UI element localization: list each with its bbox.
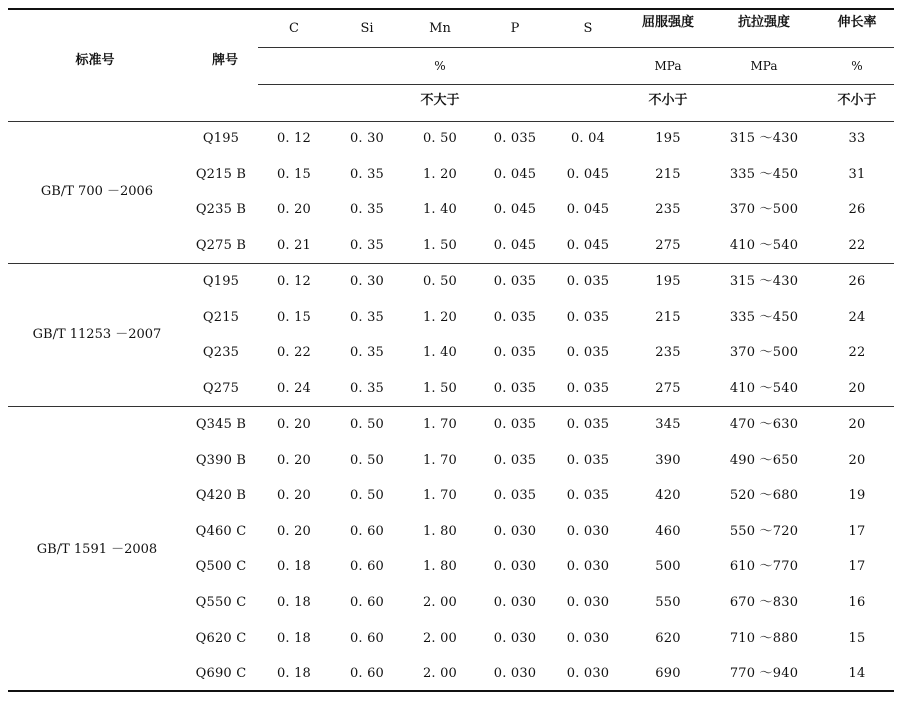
cell-tensile: 710 ～880 — [729, 631, 799, 646]
cell-yield: 215 — [655, 310, 681, 325]
cell-Si: 0. 35 — [349, 310, 385, 325]
cell-elong: 16 — [848, 595, 866, 610]
cell-C: 0. 18 — [276, 559, 312, 574]
cell-tensile: 770 ～940 — [729, 666, 799, 681]
cell-elong: 22 — [848, 345, 866, 360]
cell-S: 0. 035 — [566, 310, 610, 325]
cell-Mn: 1. 50 — [422, 381, 458, 396]
header-yield: 屈服强度 — [641, 15, 694, 30]
cell-grade: Q620 C — [195, 631, 247, 646]
cell-grade: Q195 — [202, 131, 240, 146]
cell-Si: 0. 60 — [349, 524, 385, 539]
cell-S: 0. 035 — [566, 345, 610, 360]
cell-elong: 26 — [848, 274, 866, 289]
cell-tensile: 470 ～630 — [729, 417, 799, 432]
header-elongation: 伸长率 — [837, 15, 877, 30]
cell-S: 0. 030 — [566, 595, 610, 610]
cell-Mn: 1. 80 — [422, 524, 458, 539]
cell-P: 0. 045 — [493, 202, 537, 217]
cell-C: 0. 15 — [276, 310, 312, 325]
cell-yield: 345 — [655, 417, 681, 432]
cell-yield: 460 — [655, 524, 681, 539]
cell-Si: 0. 60 — [349, 595, 385, 610]
limit-composition: 不大于 — [420, 93, 460, 108]
cell-elong: 22 — [848, 238, 866, 253]
cell-Si: 0. 50 — [349, 453, 385, 468]
header-Si: Si — [360, 21, 374, 36]
cell-Si: 0. 35 — [349, 167, 385, 182]
cell-elong: 26 — [848, 202, 866, 217]
cell-grade: Q275 B — [195, 238, 247, 253]
cell-Mn: 1. 70 — [422, 417, 458, 432]
cell-S: 0. 045 — [566, 238, 610, 253]
header-sub-rule-1 — [258, 47, 894, 48]
cell-Si: 0. 35 — [349, 345, 385, 360]
standard-number: GB/T 700 －2006 — [40, 184, 154, 199]
cell-Mn: 1. 80 — [422, 559, 458, 574]
cell-elong: 33 — [848, 131, 866, 146]
cell-tensile: 315 ～430 — [729, 274, 799, 289]
cell-Mn: 2. 00 — [422, 631, 458, 646]
cell-Si: 0. 60 — [349, 666, 385, 681]
cell-elong: 19 — [848, 488, 866, 503]
cell-C: 0. 12 — [276, 131, 312, 146]
cell-P: 0. 035 — [493, 345, 537, 360]
header-C: C — [289, 21, 299, 36]
cell-P: 0. 030 — [493, 559, 537, 574]
standard-number: GB/T 11253 －2007 — [32, 327, 162, 342]
cell-grade: Q550 C — [195, 595, 247, 610]
cell-Mn: 1. 70 — [422, 488, 458, 503]
cell-grade: Q195 — [202, 274, 240, 289]
cell-P: 0. 030 — [493, 666, 537, 681]
header-grade: 牌号 — [211, 53, 238, 68]
cell-yield: 690 — [655, 666, 681, 681]
cell-P: 0. 035 — [493, 310, 537, 325]
cell-Si: 0. 35 — [349, 238, 385, 253]
cell-Mn: 0. 50 — [422, 131, 458, 146]
cell-P: 0. 035 — [493, 417, 537, 432]
cell-Si: 0. 35 — [349, 381, 385, 396]
cell-Si: 0. 50 — [349, 417, 385, 432]
cell-C: 0. 24 — [276, 381, 312, 396]
cell-C: 0. 20 — [276, 488, 312, 503]
cell-Mn: 1. 20 — [422, 310, 458, 325]
cell-C: 0. 15 — [276, 167, 312, 182]
cell-P: 0. 045 — [493, 238, 537, 253]
cell-grade: Q275 — [202, 381, 240, 396]
cell-tensile: 410 ～540 — [729, 238, 799, 253]
cell-C: 0. 12 — [276, 274, 312, 289]
cell-yield: 195 — [655, 131, 681, 146]
cell-S: 0. 035 — [566, 488, 610, 503]
cell-S: 0. 030 — [566, 559, 610, 574]
cell-grade: Q420 B — [195, 488, 247, 503]
cell-grade: Q500 C — [195, 559, 247, 574]
header-S: S — [583, 21, 593, 36]
cell-yield: 275 — [655, 238, 681, 253]
cell-Mn: 1. 40 — [422, 202, 458, 217]
cell-yield: 235 — [655, 345, 681, 360]
cell-Mn: 2. 00 — [422, 595, 458, 610]
cell-yield: 620 — [655, 631, 681, 646]
cell-grade: Q235 — [202, 345, 240, 360]
cell-grade: Q345 B — [195, 417, 247, 432]
header-sub-rule-2 — [258, 84, 894, 85]
cell-S: 0. 045 — [566, 167, 610, 182]
group-divider-2 — [8, 406, 894, 407]
cell-yield: 235 — [655, 202, 681, 217]
cell-yield: 195 — [655, 274, 681, 289]
cell-grade: Q690 C — [195, 666, 247, 681]
cell-S: 0. 035 — [566, 417, 610, 432]
cell-elong: 17 — [848, 524, 866, 539]
header-Mn: Mn — [429, 21, 451, 36]
cell-elong: 20 — [848, 417, 866, 432]
cell-grade: Q215 B — [195, 167, 247, 182]
cell-elong: 14 — [848, 666, 866, 681]
cell-P: 0. 035 — [493, 453, 537, 468]
cell-grade: Q390 B — [195, 453, 247, 468]
cell-elong: 20 — [848, 381, 866, 396]
cell-C: 0. 18 — [276, 631, 312, 646]
cell-P: 0. 030 — [493, 524, 537, 539]
limit-yield: 不小于 — [648, 93, 688, 108]
unit-yield: MPa — [654, 59, 682, 73]
cell-tensile: 370 ～500 — [729, 345, 799, 360]
cell-Si: 0. 60 — [349, 559, 385, 574]
table-bottom-rule — [8, 690, 894, 692]
cell-tensile: 550 ～720 — [729, 524, 799, 539]
cell-P: 0. 045 — [493, 167, 537, 182]
cell-Mn: 2. 00 — [422, 666, 458, 681]
cell-yield: 215 — [655, 167, 681, 182]
header-tensile: 抗拉强度 — [737, 15, 790, 30]
unit-elongation: % — [851, 59, 863, 73]
cell-Mn: 1. 20 — [422, 167, 458, 182]
cell-elong: 20 — [848, 453, 866, 468]
cell-tensile: 670 ～830 — [729, 595, 799, 610]
cell-yield: 550 — [655, 595, 681, 610]
cell-C: 0. 21 — [276, 238, 312, 253]
cell-C: 0. 20 — [276, 202, 312, 217]
cell-P: 0. 035 — [493, 488, 537, 503]
cell-yield: 275 — [655, 381, 681, 396]
cell-P: 0. 035 — [493, 274, 537, 289]
cell-Mn: 1. 40 — [422, 345, 458, 360]
cell-P: 0. 035 — [493, 381, 537, 396]
cell-Mn: 1. 70 — [422, 453, 458, 468]
group-divider-1 — [8, 263, 894, 264]
cell-elong: 17 — [848, 559, 866, 574]
cell-elong: 15 — [848, 631, 866, 646]
cell-P: 0. 030 — [493, 595, 537, 610]
cell-Si: 0. 30 — [349, 131, 385, 146]
cell-C: 0. 18 — [276, 595, 312, 610]
cell-S: 0. 030 — [566, 666, 610, 681]
cell-tensile: 335 ～450 — [729, 310, 799, 325]
cell-Si: 0. 30 — [349, 274, 385, 289]
cell-C: 0. 20 — [276, 417, 312, 432]
unit-composition: % — [434, 59, 446, 73]
cell-tensile: 315 ～430 — [729, 131, 799, 146]
cell-C: 0. 22 — [276, 345, 312, 360]
limit-elongation: 不小于 — [837, 93, 877, 108]
cell-elong: 24 — [848, 310, 866, 325]
cell-S: 0. 035 — [566, 274, 610, 289]
unit-tensile: MPa — [750, 59, 778, 73]
cell-Si: 0. 60 — [349, 631, 385, 646]
cell-grade: Q215 — [202, 310, 240, 325]
cell-grade: Q460 C — [195, 524, 247, 539]
cell-tensile: 335 ～450 — [729, 167, 799, 182]
table-top-rule — [8, 8, 894, 10]
cell-S: 0. 045 — [566, 202, 610, 217]
cell-tensile: 370 ～500 — [729, 202, 799, 217]
cell-tensile: 610 ～770 — [729, 559, 799, 574]
cell-C: 0. 18 — [276, 666, 312, 681]
cropped-caption — [320, 0, 580, 4]
header-bottom-rule — [8, 121, 894, 122]
standard-number: GB/T 1591 －2008 — [36, 542, 158, 557]
cell-tensile: 520 ～680 — [729, 488, 799, 503]
cell-Mn: 0. 50 — [422, 274, 458, 289]
cell-S: 0. 04 — [570, 131, 606, 146]
cell-yield: 420 — [655, 488, 681, 503]
cell-S: 0. 030 — [566, 631, 610, 646]
cell-Mn: 1. 50 — [422, 238, 458, 253]
header-P: P — [510, 21, 520, 36]
cell-Si: 0. 50 — [349, 488, 385, 503]
cell-Si: 0. 35 — [349, 202, 385, 217]
cell-grade: Q235 B — [195, 202, 247, 217]
cell-S: 0. 035 — [566, 381, 610, 396]
cell-P: 0. 030 — [493, 631, 537, 646]
cell-C: 0. 20 — [276, 524, 312, 539]
cell-elong: 31 — [848, 167, 866, 182]
cell-S: 0. 035 — [566, 453, 610, 468]
cell-tensile: 410 ～540 — [729, 381, 799, 396]
cell-C: 0. 20 — [276, 453, 312, 468]
cell-yield: 390 — [655, 453, 681, 468]
cell-S: 0. 030 — [566, 524, 610, 539]
cell-P: 0. 035 — [493, 131, 537, 146]
cell-yield: 500 — [655, 559, 681, 574]
cell-tensile: 490 ～650 — [729, 453, 799, 468]
header-standard: 标准号 — [75, 53, 115, 68]
